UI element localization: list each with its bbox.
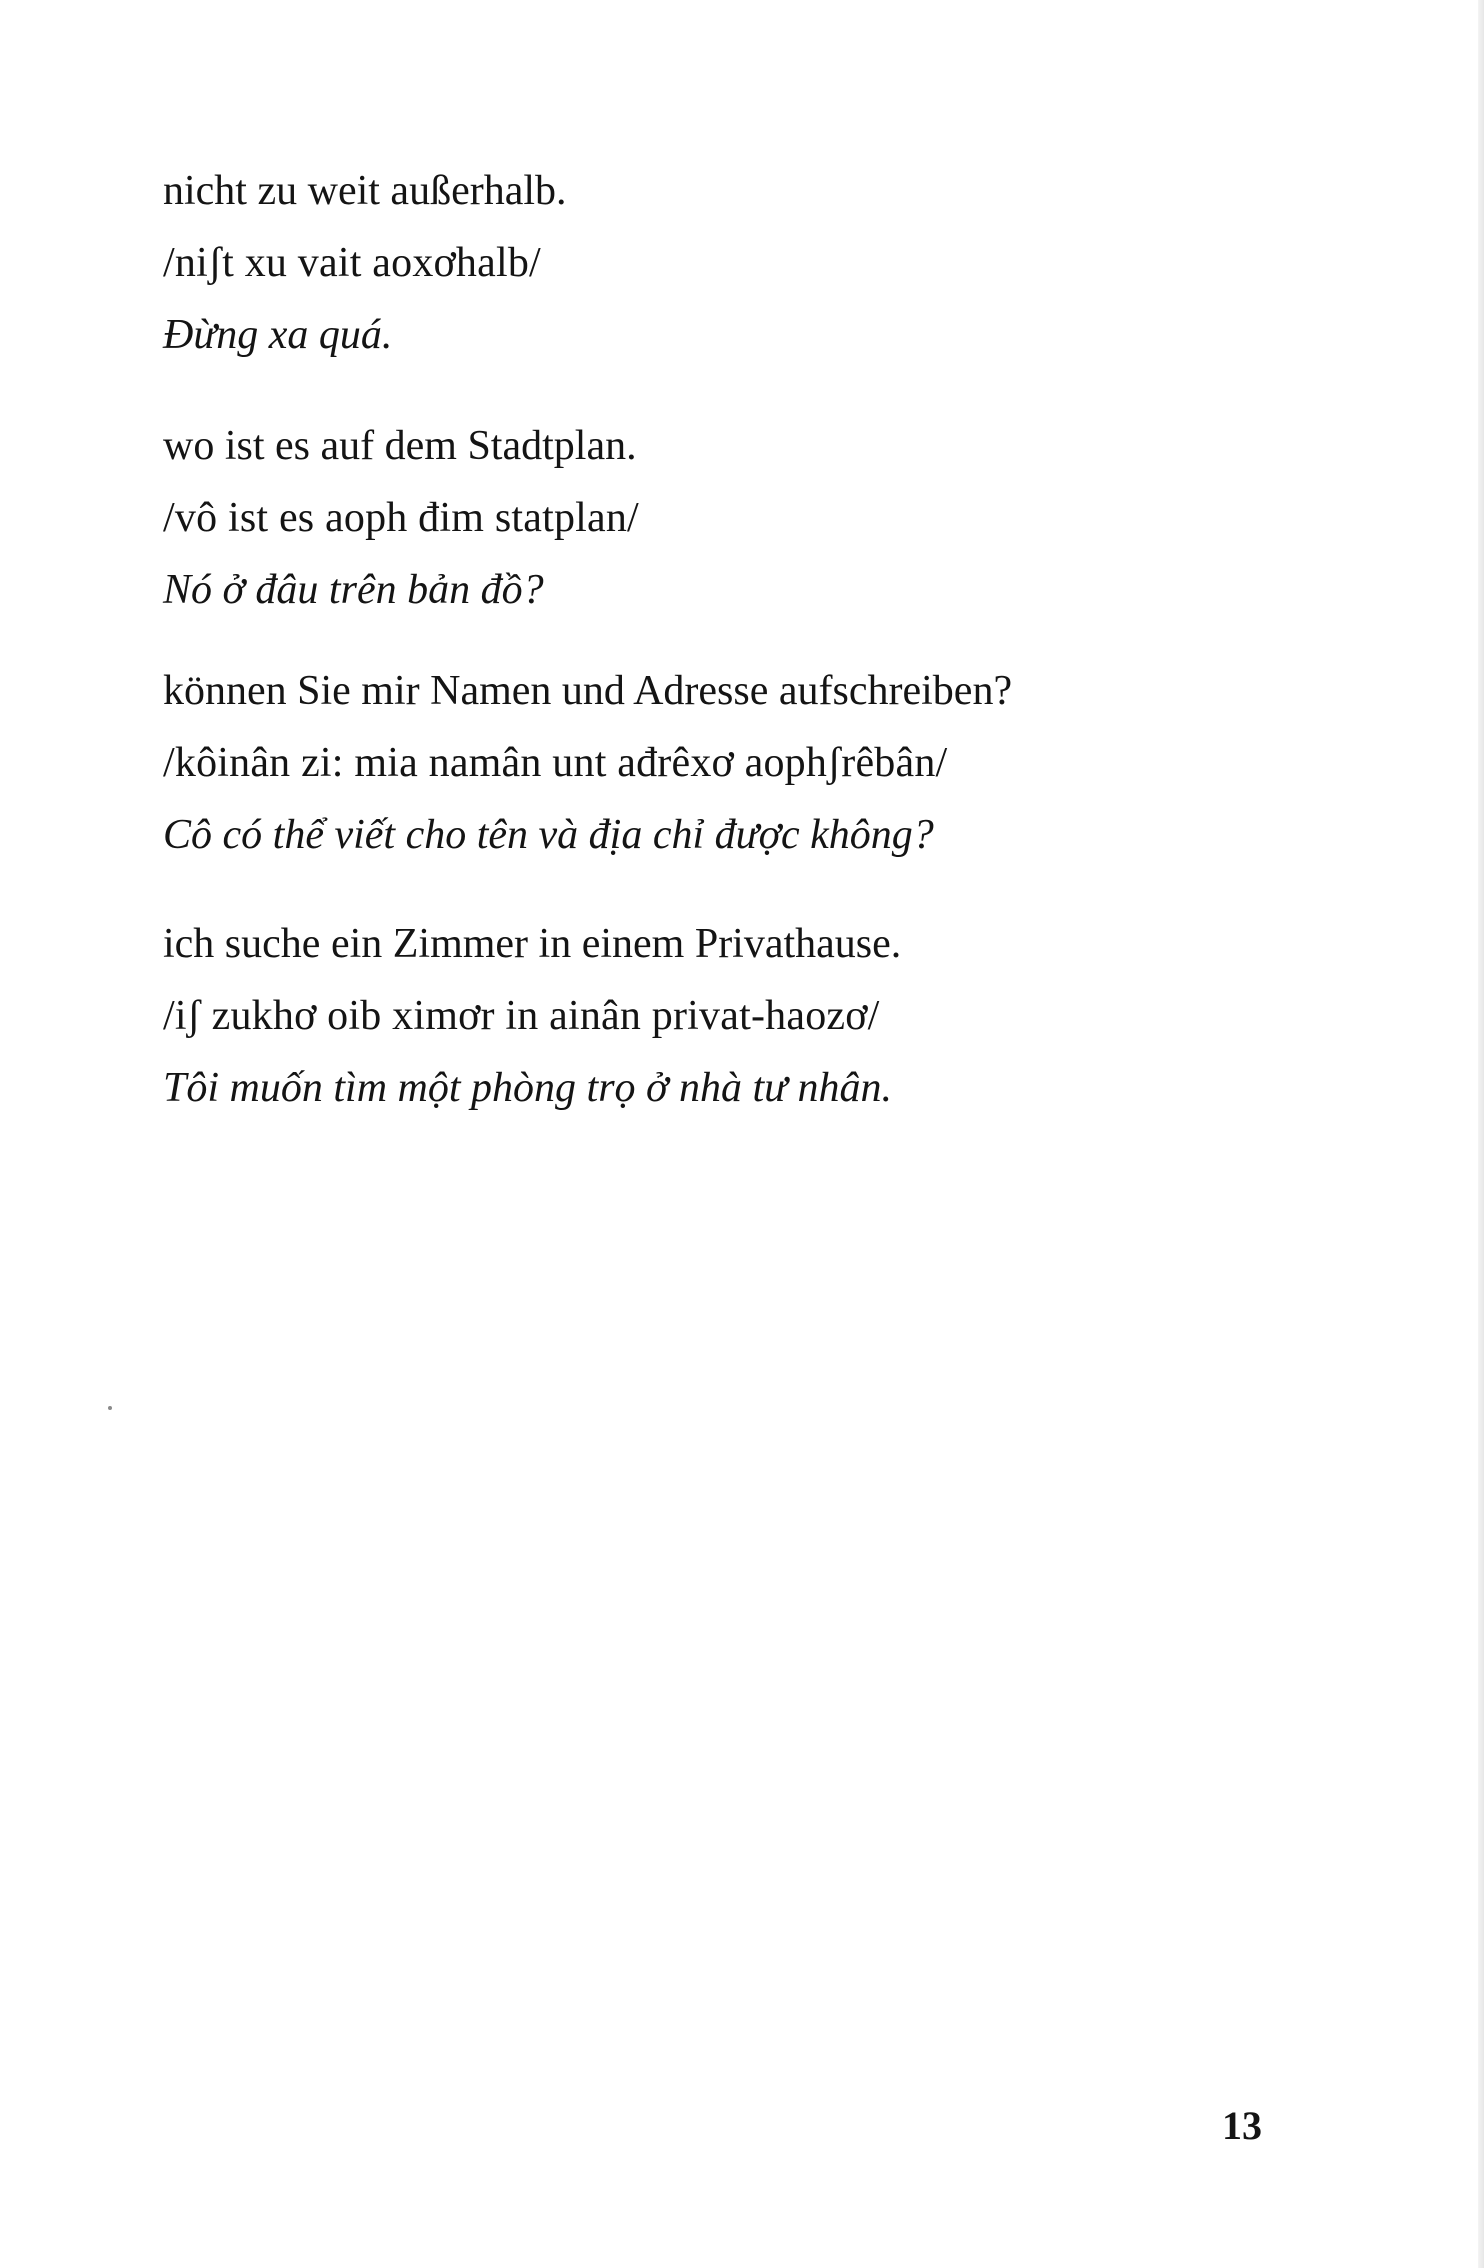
german-phrase: nicht zu weit außerhalb. (163, 168, 567, 214)
phonetic-transcription: /vô ist es aoph đim statplan/ (163, 495, 639, 541)
phonetic-transcription: /niʃt xu vait aoxơhalb/ (163, 240, 541, 286)
vietnamese-translation: Cô có thể viết cho tên và địa chỉ được không? (163, 812, 934, 858)
phrase-entry (163, 155, 1303, 371)
phonetic-transcription: /kôinân zi: mia namân unt ađrêxơ aophʃrêbân/ (163, 740, 948, 786)
vietnamese-translation: Tôi muốn tìm một phòng trọ ở nhà tư nhân. (163, 1065, 893, 1111)
phonetic-transcription: /iʃ zukhơ oib ximơr in ainân privat-haozơ/ (163, 993, 880, 1039)
german-phrase: wo ist es auf dem Stadtplan. (163, 423, 637, 469)
vietnamese-translation: Nó ở đâu trên bản đồ? (163, 567, 544, 613)
german-phrase: ich suche ein Zimmer in einem Privathause. (163, 921, 902, 967)
german-phrase: können Sie mir Namen und Adresse aufschreiben? (163, 668, 1013, 714)
phrase-entry (163, 908, 1303, 1124)
print-speck (108, 1406, 112, 1410)
phrase-entry (163, 655, 1303, 871)
phrase-entry (163, 410, 1303, 626)
page-edge-shadow (1478, 0, 1484, 2268)
page-number: 13 (1222, 2103, 1262, 2148)
vietnamese-translation: Đừng xa quá. (163, 312, 393, 358)
